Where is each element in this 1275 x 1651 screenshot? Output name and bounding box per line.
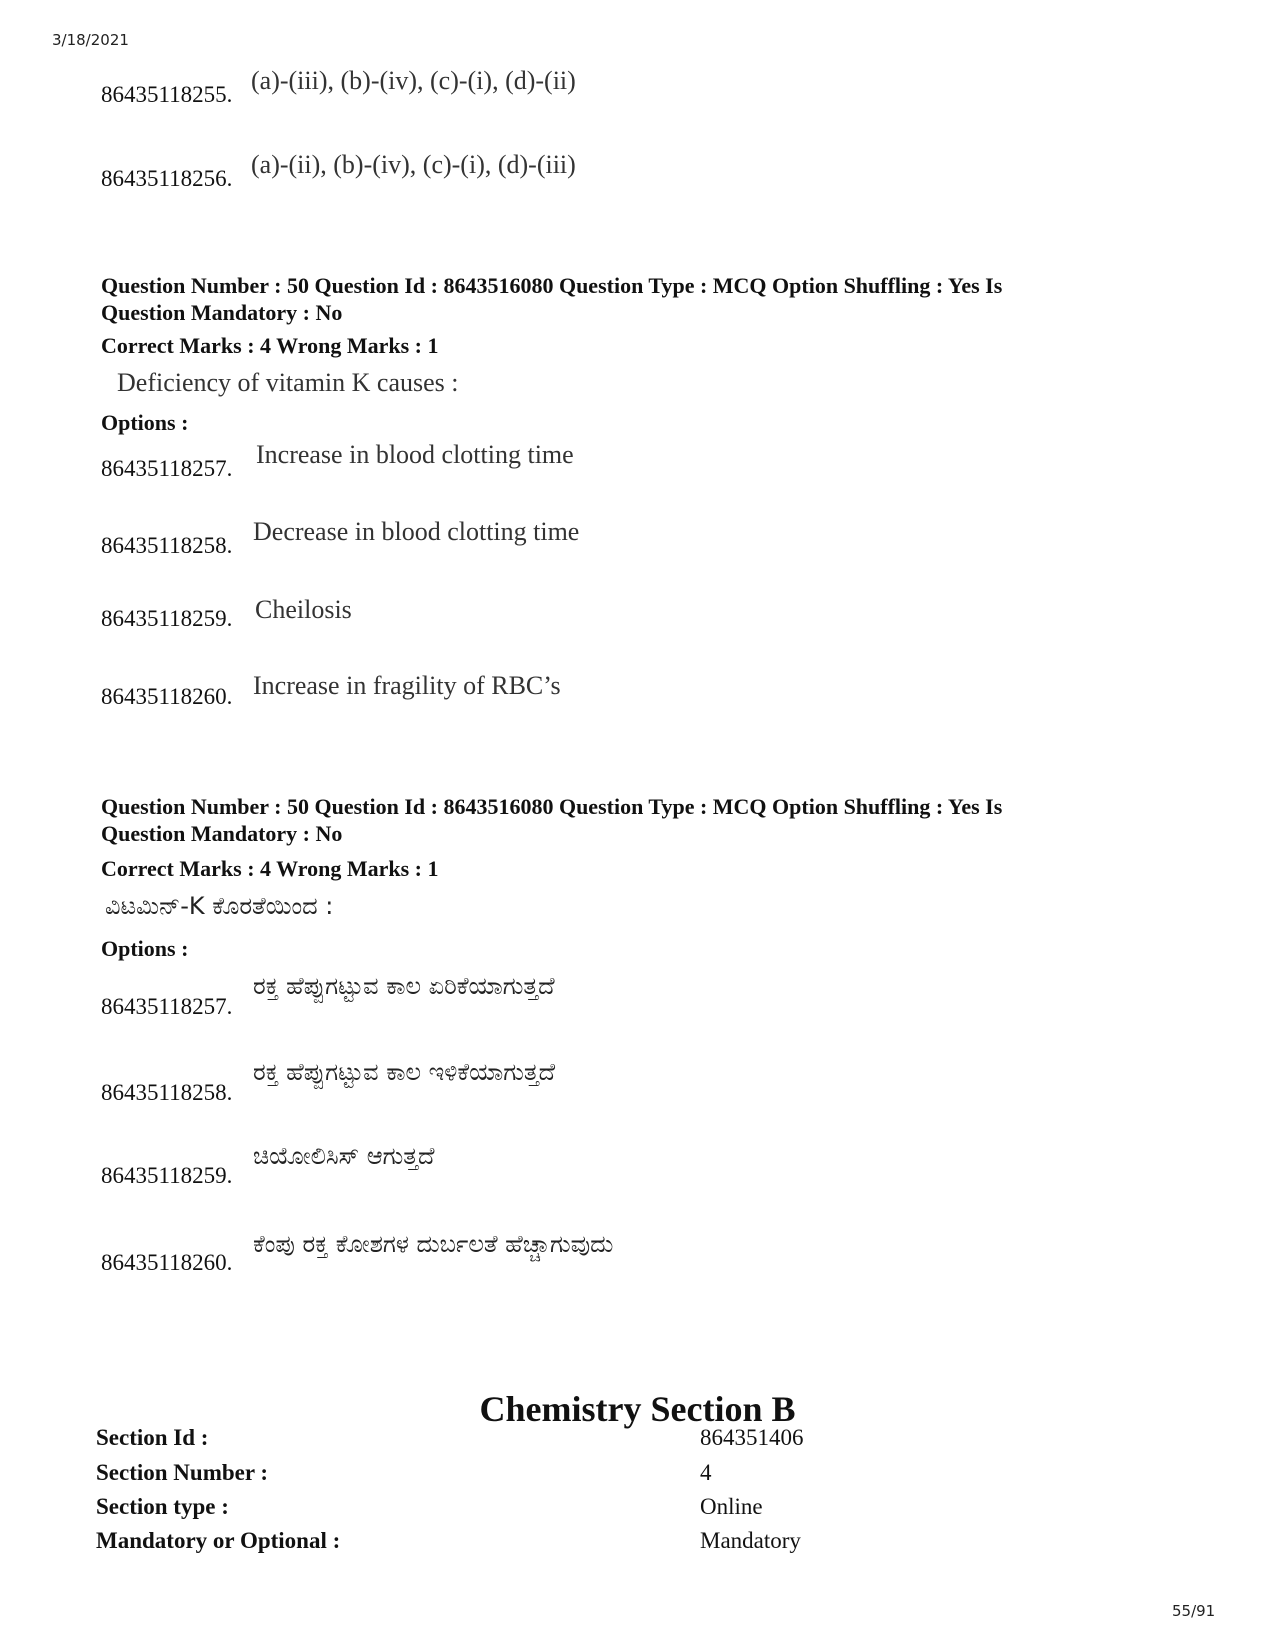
option-id: 86435118257. <box>101 994 233 1019</box>
options-label: Options : <box>101 936 189 961</box>
option-id: 86435118257. <box>101 456 233 481</box>
option-text: Increase in fragility of RBC’s <box>253 671 561 700</box>
option-text: Increase in blood clotting time <box>256 440 574 469</box>
section-id-label: Section Id : <box>96 1425 209 1450</box>
option-id: 86435118255. <box>101 82 233 107</box>
question-meta-line: Question Number : 50 Question Id : 8643516080 Question Type : MCQ Option Shuffling : Yes Is <box>101 273 1003 298</box>
option-text: ರಕ್ತ ಹೆಪ್ಪುಗಟ್ಟುವ ಕಾಲ ಇಳಿಕೆಯಾಗುತ್ತದೆ <box>253 1058 556 1086</box>
mandatory-optional-value: Mandatory <box>700 1528 801 1553</box>
option-id: 86435118259. <box>101 1163 233 1188</box>
option-text: ಚಿಯೋಲಿಸಿಸ್ ಆಗುತ್ತದೆ <box>253 1142 435 1170</box>
option-text: ರಕ್ತ ಹೆಪ್ಪುಗಟ್ಟುವ ಕಾಲ ಏರಿಕೆಯಾಗುತ್ತದೆ <box>253 972 555 1000</box>
section-number-label: Section Number : <box>96 1460 269 1485</box>
option-id: 86435118260. <box>101 684 233 709</box>
marks-line: Correct Marks : 4 Wrong Marks : 1 <box>101 333 439 358</box>
section-number-value: 4 <box>700 1460 712 1485</box>
option-text: (a)-(ii), (b)-(iv), (c)-(i), (d)-(iii) <box>251 150 576 179</box>
section-type-value: Online <box>700 1494 763 1519</box>
mandatory-optional-label: Mandatory or Optional : <box>96 1528 341 1553</box>
marks-line: Correct Marks : 4 Wrong Marks : 1 <box>101 856 439 881</box>
question-text: ವಿಟಮಿನ್-K ಕೊರತೆಯಿಂದ : <box>105 892 334 920</box>
page-number: 55/91 <box>1172 1602 1216 1620</box>
option-text: Decrease in blood clotting time <box>253 517 580 546</box>
option-id: 86435118256. <box>101 166 233 191</box>
question-meta-line: Question Mandatory : No <box>101 300 343 325</box>
option-id: 86435118260. <box>101 1250 233 1275</box>
section-id-value: 864351406 <box>700 1425 804 1450</box>
question-meta-line: Question Number : 50 Question Id : 8643516080 Question Type : MCQ Option Shuffling : Yes Is <box>101 794 1003 819</box>
question-meta <box>101 793 1181 847</box>
option-text: ಕೆಂಪು ರಕ್ತ ಕೋಶಗಳ ದುರ್ಬಲತೆ ಹೆಚ್ಚಾಗುವುದು <box>253 1230 614 1258</box>
option-id: 86435118258. <box>101 533 233 558</box>
option-id: 86435118258. <box>101 1080 233 1105</box>
section-type-label: Section type : <box>96 1494 229 1519</box>
question-meta-line: Question Mandatory : No <box>101 821 343 846</box>
print-date: 3/18/2021 <box>52 31 129 49</box>
option-text: (a)-(iii), (b)-(iv), (c)-(i), (d)-(ii) <box>251 66 576 95</box>
option-text: Cheilosis <box>255 595 352 624</box>
section-title: Chemistry Section B <box>479 1389 796 1429</box>
option-id: 86435118259. <box>101 606 233 631</box>
question-meta <box>101 272 1181 326</box>
question-text: Deficiency of vitamin K causes : <box>117 368 459 397</box>
options-label: Options : <box>101 410 189 435</box>
